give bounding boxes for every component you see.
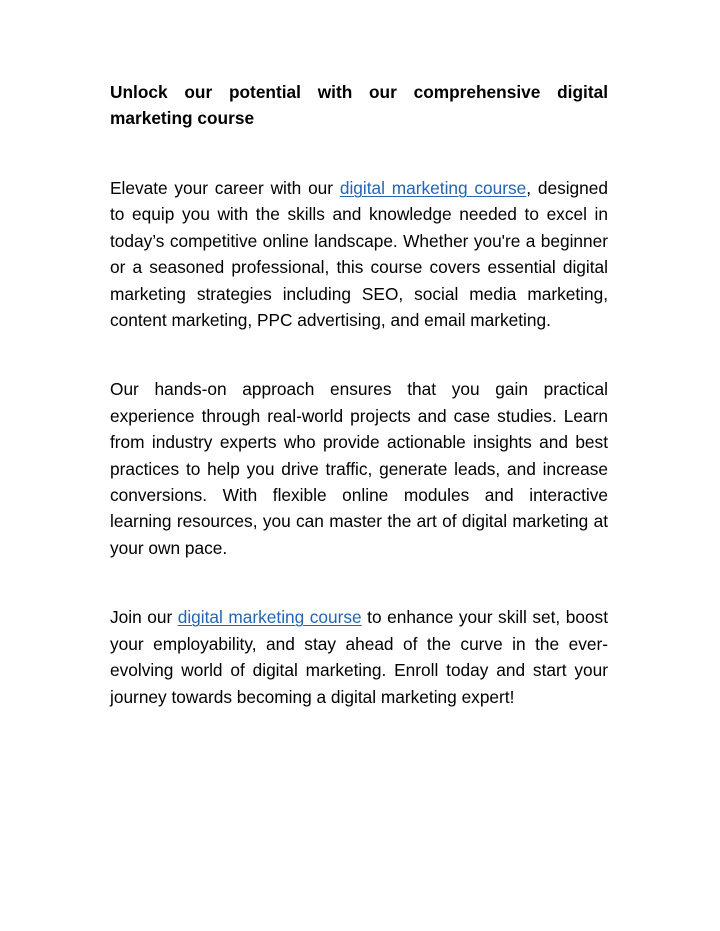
course-link-1[interactable]: digital marketing course xyxy=(339,178,527,198)
paragraph-intro-lead: Elevate your career with our xyxy=(110,178,340,198)
paragraph-intro xyxy=(110,175,608,333)
course-link-2[interactable]: digital marketing course xyxy=(177,607,362,628)
paragraph-join-lead: Join our xyxy=(110,607,178,628)
paragraph-approach: Our hands-on approach ensures that you gain practical experience through real-world projects and case studies. Learn from industry experts who provide actionable insights and best practices to help you drive traffic, generate leads, and increase conversions. With flexible online modules and interactive learning resources, you can master the art of digital marketing at your own pace. xyxy=(110,379,608,558)
document-title: Unlock our potential with our comprehensive digital marketing course xyxy=(110,82,608,128)
paragraph-join-rest: to enhance your skill set, boost your employability, and stay ahead of the curve in the ever-evolving world of digital marketing. Enroll today and start your journey towards becoming a digital marketing expert! xyxy=(110,607,609,707)
paragraph-join xyxy=(110,604,608,710)
paragraph-intro-rest: , designed to equip you with the skills and knowledge needed to excel in today’s competitive online landscape. Whether you're a beginner or a seasoned professional, this course covers essential digital marketing strategies including SEO, social media marketing, content marketing, PPC advertising, and email marketing. xyxy=(110,178,609,331)
